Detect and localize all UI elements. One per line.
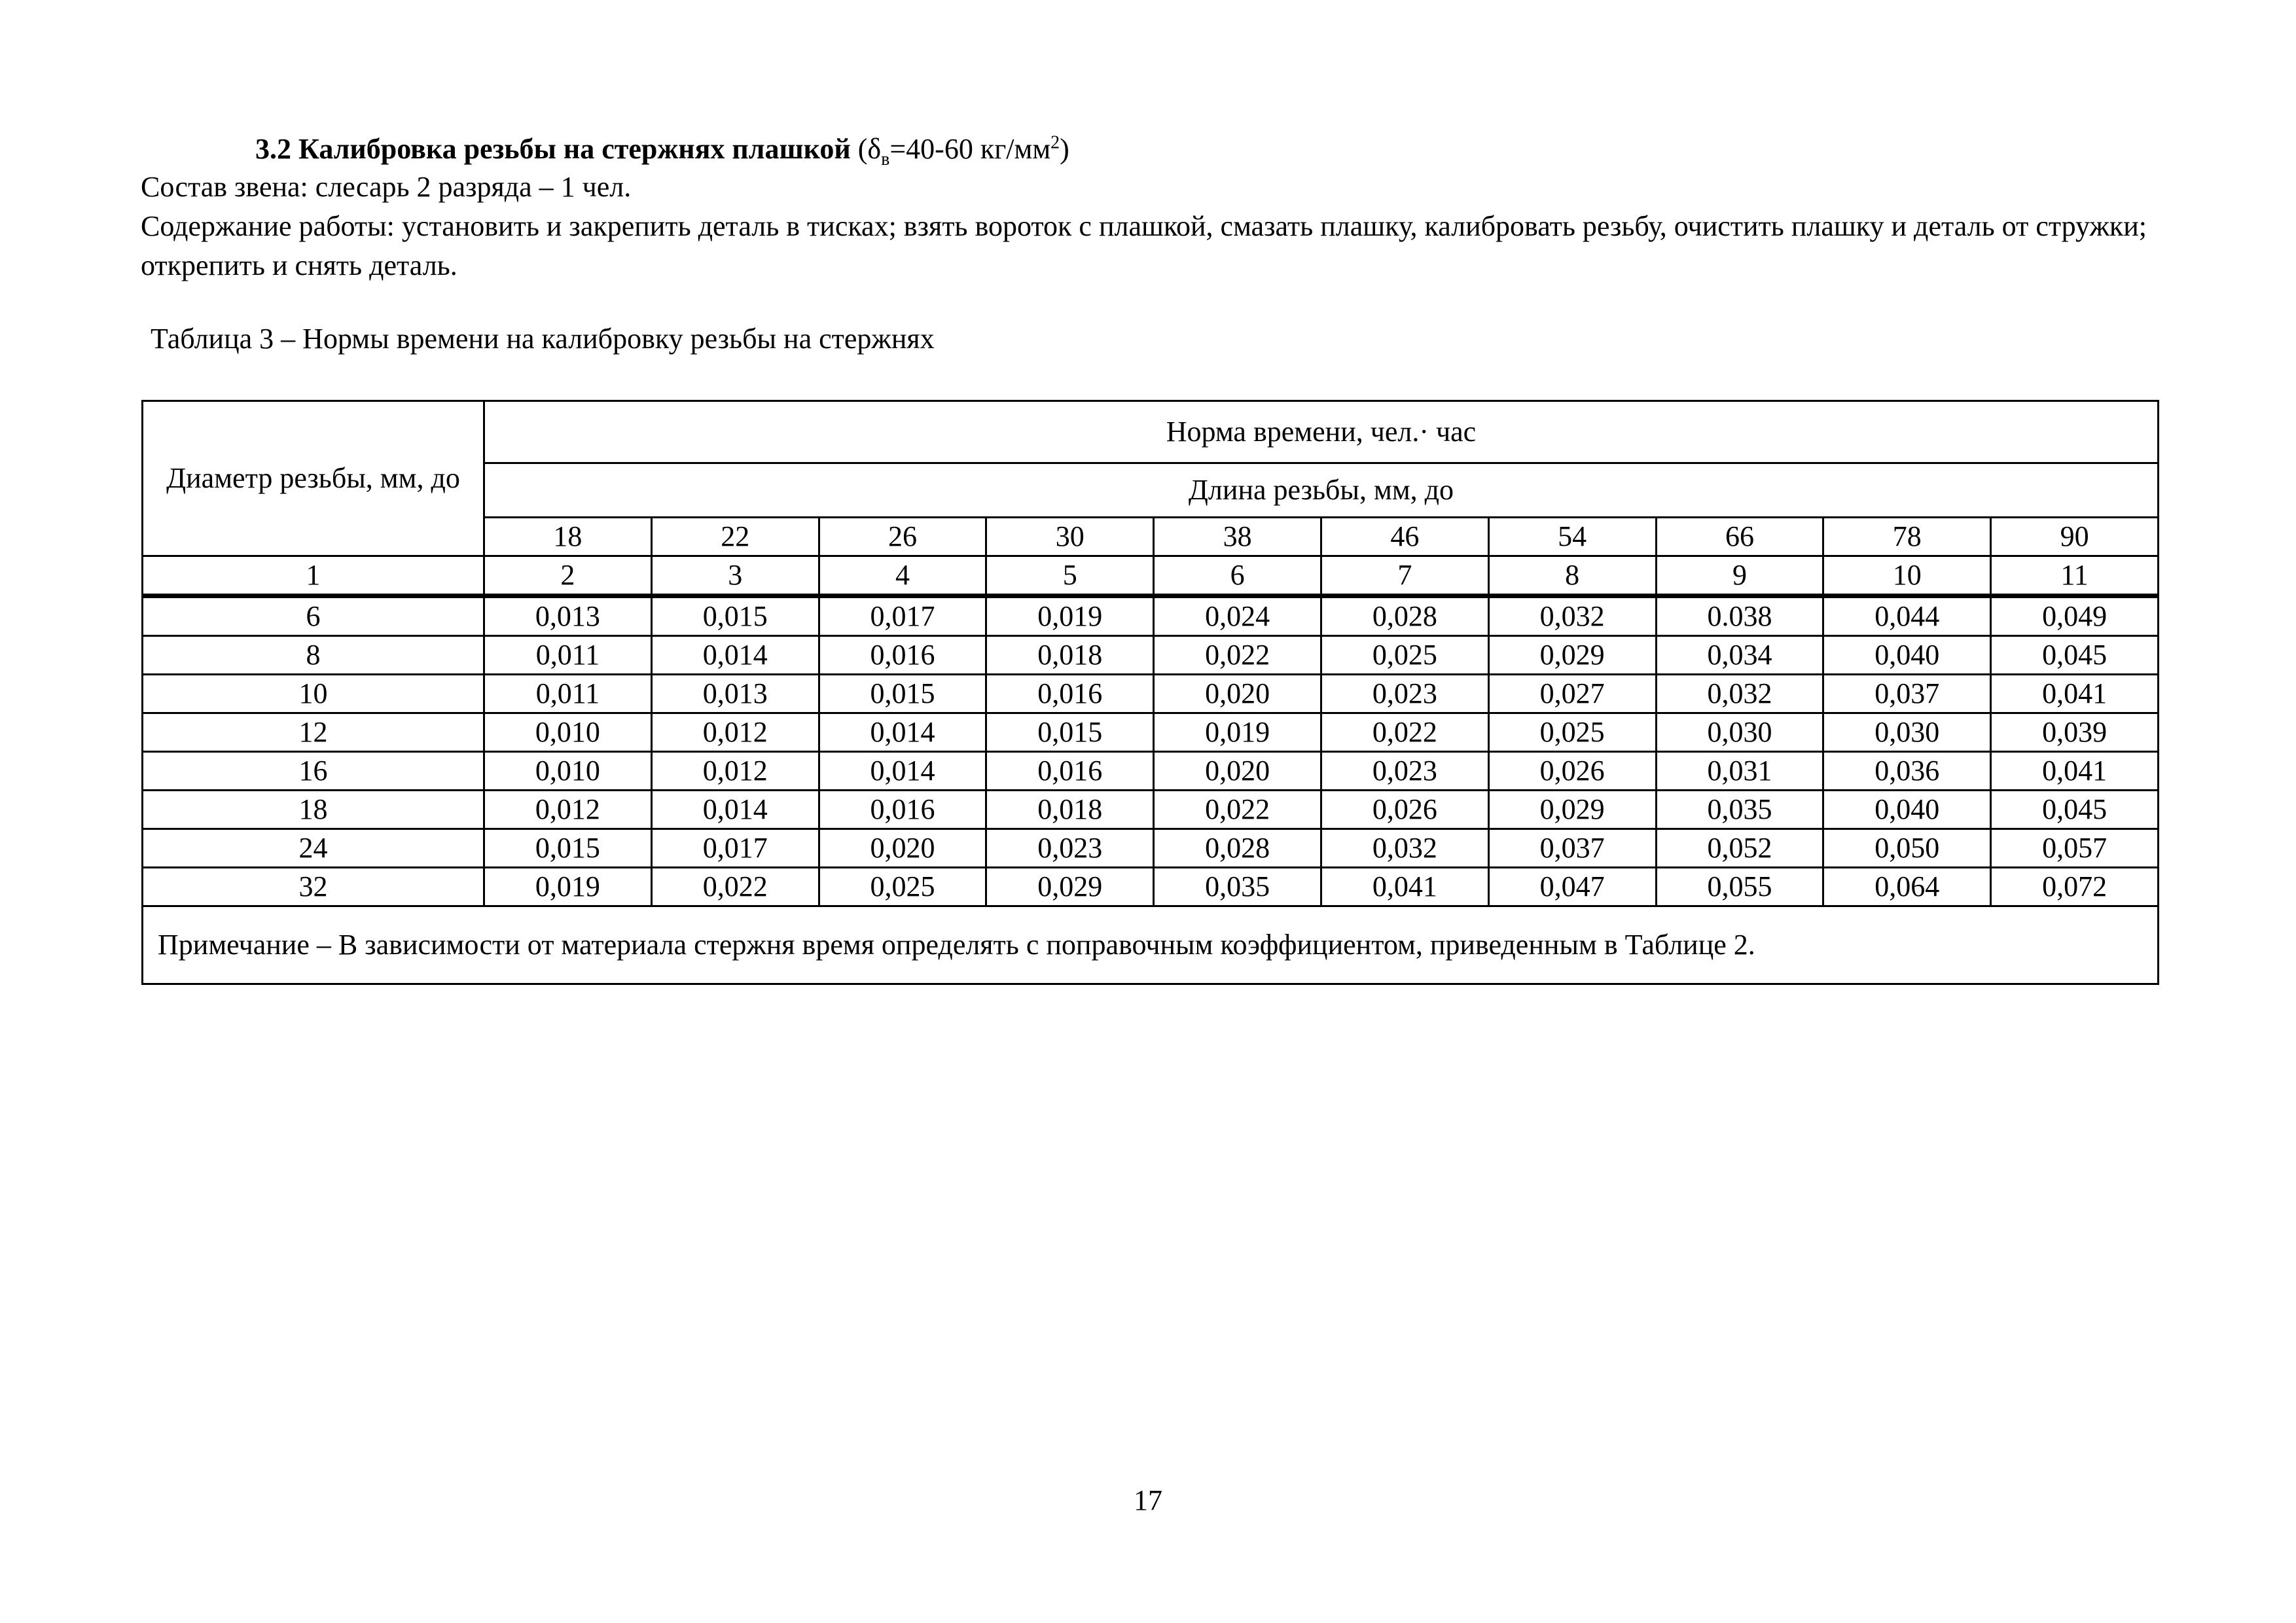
title-param-mid: =40-60 кг/мм xyxy=(889,133,1051,165)
norm-value-cell: 0,015 xyxy=(819,675,986,713)
column-number-cell: 10 xyxy=(1823,556,1991,596)
column-number-cell: 8 xyxy=(1488,556,1656,596)
norm-value-cell: 0,045 xyxy=(1991,791,2159,829)
norm-value-cell: 0,015 xyxy=(651,596,819,636)
norm-value-cell: 0,023 xyxy=(1321,675,1488,713)
diameter-cell: 16 xyxy=(143,752,484,791)
norm-value-cell: 0,049 xyxy=(1991,596,2159,636)
table-row xyxy=(143,713,2159,752)
norm-value-cell: 0,013 xyxy=(651,675,819,713)
norm-value-cell: 0,013 xyxy=(484,596,652,636)
norm-value-cell: 0,022 xyxy=(651,868,819,906)
diameter-cell: 24 xyxy=(143,829,484,868)
title-param-close: ) xyxy=(1060,133,1069,165)
norm-value-cell: 0,011 xyxy=(484,636,652,675)
norm-value-cell: 0,057 xyxy=(1991,829,2159,868)
section-heading xyxy=(255,131,2157,168)
norm-value-cell: 0,012 xyxy=(651,713,819,752)
norm-value-cell: 0,016 xyxy=(986,752,1154,791)
norm-value-cell: 0,035 xyxy=(1656,791,1823,829)
length-cell: 66 xyxy=(1656,518,1823,556)
norm-value-cell: 0,016 xyxy=(819,636,986,675)
norm-value-cell: 0,020 xyxy=(819,829,986,868)
diameter-cell: 18 xyxy=(143,791,484,829)
column-number-cell: 5 xyxy=(986,556,1154,596)
length-cell: 26 xyxy=(819,518,986,556)
norm-value-cell: 0,072 xyxy=(1991,868,2159,906)
column-number-cell: 3 xyxy=(651,556,819,596)
norm-value-cell: 0,025 xyxy=(1321,636,1488,675)
table-header-row xyxy=(143,401,2159,463)
norm-value-cell: 0,047 xyxy=(1488,868,1656,906)
norm-value-cell: 0,036 xyxy=(1823,752,1991,791)
length-cell: 18 xyxy=(484,518,652,556)
length-cell: 22 xyxy=(651,518,819,556)
norm-value-cell: 0,017 xyxy=(651,829,819,868)
length-cell: 54 xyxy=(1488,518,1656,556)
norm-value-cell: 0,014 xyxy=(819,752,986,791)
norm-value-cell: 0,019 xyxy=(1154,713,1321,752)
norm-value-cell: 0,029 xyxy=(1488,791,1656,829)
diameter-cell: 10 xyxy=(143,675,484,713)
time-norms-table xyxy=(141,400,2159,985)
diameter-cell: 12 xyxy=(143,713,484,752)
table-row xyxy=(143,752,2159,791)
table-note: Примечание – В зависимости от материала стержня время определять с поправочным коэффициентом, приведенным в Таблице 2. xyxy=(143,906,2159,984)
norm-header: Норма времени, чел.· час xyxy=(484,401,2159,463)
norm-value-cell: 0,050 xyxy=(1823,829,1991,868)
page-number: 17 xyxy=(1134,1484,1162,1516)
norm-value-cell: 0,011 xyxy=(484,675,652,713)
norm-value-cell: 0,016 xyxy=(986,675,1154,713)
page-content xyxy=(141,131,2157,359)
norm-value-cell: 0,022 xyxy=(1321,713,1488,752)
norm-value-cell: 0,012 xyxy=(484,791,652,829)
norm-value-cell: 0,032 xyxy=(1656,675,1823,713)
norm-value-cell: 0,019 xyxy=(484,868,652,906)
norm-value-cell: 0,045 xyxy=(1991,636,2159,675)
diameter-cell: 32 xyxy=(143,868,484,906)
norm-value-cell: 0,044 xyxy=(1823,596,1991,636)
length-header: Длина резьбы, мм, до xyxy=(484,463,2159,518)
norm-value-cell: 0,041 xyxy=(1991,752,2159,791)
norm-value-cell: 0,041 xyxy=(1321,868,1488,906)
column-numbers-row xyxy=(143,556,2159,596)
norm-value-cell: 0,022 xyxy=(1154,636,1321,675)
table-row xyxy=(143,675,2159,713)
norm-value-cell: 0,015 xyxy=(484,829,652,868)
norm-value-cell: 0,030 xyxy=(1823,713,1991,752)
table-row xyxy=(143,829,2159,868)
norm-value-cell: 0,020 xyxy=(1154,752,1321,791)
column-number-cell: 11 xyxy=(1991,556,2159,596)
norm-value-cell: 0,016 xyxy=(819,791,986,829)
length-cell: 38 xyxy=(1154,518,1321,556)
norm-value-cell: 0,025 xyxy=(1488,713,1656,752)
table-caption: Таблица 3 – Нормы времени на калибровку резьбы на стержнях xyxy=(151,323,935,355)
norm-value-cell: 0,018 xyxy=(986,636,1154,675)
diameter-header: Диаметр резьбы, мм, до xyxy=(143,401,484,556)
norm-value-cell: 0,010 xyxy=(484,713,652,752)
norm-value-cell: 0,026 xyxy=(1488,752,1656,791)
norm-value-cell: 0,019 xyxy=(986,596,1154,636)
norm-value-cell: 0,035 xyxy=(1154,868,1321,906)
norm-value-cell: 0,032 xyxy=(1488,596,1656,636)
norm-value-cell: 0,022 xyxy=(1154,791,1321,829)
norm-value-cell: 0,029 xyxy=(1488,636,1656,675)
length-cell: 90 xyxy=(1991,518,2159,556)
column-number-cell: 6 xyxy=(1154,556,1321,596)
norm-value-cell: 0,010 xyxy=(484,752,652,791)
length-cell: 46 xyxy=(1321,518,1488,556)
norm-value-cell: 0,014 xyxy=(819,713,986,752)
norm-value-cell: 0,037 xyxy=(1488,829,1656,868)
norm-value-cell: 0,032 xyxy=(1321,829,1488,868)
norm-value-cell: 0,039 xyxy=(1991,713,2159,752)
norm-value-cell: 0,017 xyxy=(819,596,986,636)
norm-value-cell: 0,034 xyxy=(1656,636,1823,675)
title-param-sup: 2 xyxy=(1050,132,1060,153)
norm-value-cell: 0,014 xyxy=(651,791,819,829)
norm-value-cell: 0.038 xyxy=(1656,596,1823,636)
table-row xyxy=(143,596,2159,636)
norm-value-cell: 0,029 xyxy=(986,868,1154,906)
norm-value-cell: 0,037 xyxy=(1823,675,1991,713)
norm-value-cell: 0,018 xyxy=(986,791,1154,829)
norm-value-cell: 0,025 xyxy=(819,868,986,906)
column-number-cell: 1 xyxy=(143,556,484,596)
diameter-cell: 6 xyxy=(143,596,484,636)
norm-value-cell: 0,031 xyxy=(1656,752,1823,791)
norm-value-cell: 0,020 xyxy=(1154,675,1321,713)
norm-value-cell: 0,014 xyxy=(651,636,819,675)
work-content: Содержание работы: установить и закрепить деталь в тисках; взять вороток с плашкой, смазать плашку, калибровать резьбу, очистить плашку и деталь от стружки; открепить и снять деталь. xyxy=(141,210,2147,281)
norm-value-cell: 0,055 xyxy=(1656,868,1823,906)
section-title: 3.2 Калибровка резьбы на стержнях плашкой xyxy=(255,133,851,165)
norm-value-cell: 0,012 xyxy=(651,752,819,791)
diameter-cell: 8 xyxy=(143,636,484,675)
norm-value-cell: 0,030 xyxy=(1656,713,1823,752)
column-number-cell: 9 xyxy=(1656,556,1823,596)
column-number-cell: 7 xyxy=(1321,556,1488,596)
norm-value-cell: 0,064 xyxy=(1823,868,1991,906)
norm-value-cell: 0,041 xyxy=(1991,675,2159,713)
column-number-cell: 4 xyxy=(819,556,986,596)
title-param-sub: в xyxy=(881,149,890,169)
norm-value-cell: 0,040 xyxy=(1823,636,1991,675)
crew-composition: Состав звена: слесарь 2 разряда – 1 чел. xyxy=(141,171,632,203)
length-cell: 30 xyxy=(986,518,1154,556)
norm-value-cell: 0,027 xyxy=(1488,675,1656,713)
norm-value-cell: 0,040 xyxy=(1823,791,1991,829)
note-row xyxy=(143,906,2159,984)
norm-value-cell: 0,052 xyxy=(1656,829,1823,868)
table-row xyxy=(143,791,2159,829)
norm-value-cell: 0,028 xyxy=(1154,829,1321,868)
length-cell: 78 xyxy=(1823,518,1991,556)
norm-value-cell: 0,023 xyxy=(1321,752,1488,791)
table-row xyxy=(143,868,2159,906)
column-number-cell: 2 xyxy=(484,556,652,596)
table-row xyxy=(143,636,2159,675)
title-param-open: (δ xyxy=(850,133,882,165)
norm-value-cell: 0,028 xyxy=(1321,596,1488,636)
norm-value-cell: 0,015 xyxy=(986,713,1154,752)
norm-value-cell: 0,026 xyxy=(1321,791,1488,829)
norm-value-cell: 0,024 xyxy=(1154,596,1321,636)
norm-value-cell: 0,023 xyxy=(986,829,1154,868)
